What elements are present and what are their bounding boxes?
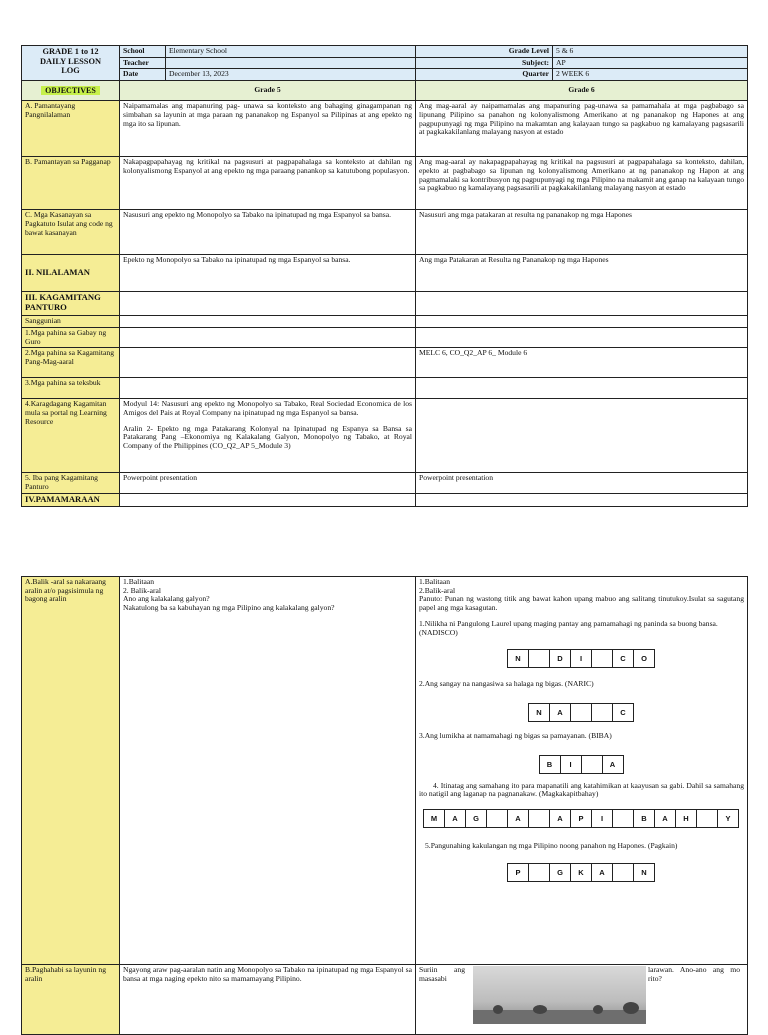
question-3: 3.Ang lumikha at namamahagi ng bigas sa pamayanan. (BIBA) [419, 731, 612, 741]
letter-box [528, 809, 550, 828]
pamantayang-pangnilalaman-g6: Ang mag-aaral ay naipamamalas ang mapanuring pag-unawa sa pamamahala at mga pagbabago sa lipunang Pilipino sa panahon ng kolonyalismong Amerikano at ng pananakop ng Hapones at ang pagpupunyagi ng mga Pilipino na makamtan ang kalayaan tungo sa pagkabuo ng kamalayang pagsasarili at pagkakakilanlang malayang nasyon at estado [416, 101, 748, 157]
nilalaman-g5: Epekto ng Monopolyo sa Tabako na ipinatupad ng mga Espanyol sa bansa. [120, 255, 416, 292]
letter-box: N [507, 649, 529, 668]
quarter-value: 2 WEEK 6 [556, 69, 590, 79]
date-label: Date [120, 69, 166, 81]
sanggunian-g6 [416, 316, 748, 328]
letter-box: B [633, 809, 655, 828]
letter-box [581, 755, 603, 774]
letter-box: C [612, 649, 634, 668]
pamamaraan-label: IV.PAMAMARAAN [22, 494, 120, 507]
historical-photo [473, 966, 646, 1024]
letter-box: A [654, 809, 676, 828]
gabay-ng-guro-g5 [120, 327, 416, 347]
letter-box [591, 703, 613, 722]
kagamitang-panturo-g5 [120, 292, 416, 316]
kagamitang-pang-mag-aaral-g6: MELC 6, CO_Q2_AP 6_ Module 6 [416, 348, 748, 378]
school-value: Elementary School [166, 46, 416, 58]
kasanayan-g5: Nasusuri ang epekto ng Monopolyo sa Tabako na ipinatupad ng mga Espanyol sa bansa. [120, 210, 416, 255]
gabay-ng-guro-g6 [416, 327, 748, 347]
kagamitang-panturo-label: III. KAGAMITANG PANTURO [22, 292, 120, 316]
nilalaman-label: II. NILALAMAN [22, 255, 120, 292]
iba-pang-kagamitan-label: 5. Iba pang Kagamitang Panturo [22, 473, 120, 494]
pamantayan-sa-pagganap-label: B. Pamantayan sa Pagganap [22, 157, 120, 210]
question-4: 4. Itinatag ang samahang ito para mapanatili ang katahimikan at kaayusan sa gabi. Dahil sa samahang ito natigil ang laganap na pagnanakaw. (Magkakapitbahay) [419, 780, 744, 799]
letter-box [528, 649, 550, 668]
pamantayan-sa-pagganap-g5: Nakapagpapahayag ng kritikal na pagsusuri at pagpapahalaga sa konteksto at dahilan ng kolonyalismong Espanyol at ang epekto ng mga paraang panankop sa katutubong populasyon. [120, 157, 416, 210]
subject-value: AP [556, 57, 566, 67]
letter-box: D [549, 649, 571, 668]
letter-box: A [507, 809, 529, 828]
letter-box [612, 863, 634, 882]
subject-label: Subject: [416, 58, 553, 69]
grade-level-cell [416, 46, 748, 58]
letter-box: I [560, 755, 582, 774]
word-boxes-2 [419, 703, 744, 722]
paghahabi-g5: Ngayong araw pag-aaralan natin ang Monopolyo sa Tabako na ipinatupad ng mga Espanyol sa bansa at mga naging epekto nito sa mamamayang Pilipino. [120, 965, 416, 1035]
letter-box: G [549, 863, 571, 882]
letter-box: O [633, 649, 655, 668]
letter-box: A [591, 863, 613, 882]
date-value: December 13, 2023 [166, 69, 416, 81]
letter-box: P [507, 863, 529, 882]
letter-box [486, 809, 508, 828]
letter-box: K [570, 863, 592, 882]
letter-box [696, 809, 718, 828]
paghahabi-g6-right: larawan. Ano-ano ang mo rito? [648, 965, 740, 983]
word-boxes-5 [419, 863, 744, 882]
letter-box: I [591, 809, 613, 828]
letter-box [570, 703, 592, 722]
panuto: Panuto: Punan ng wastong titik ang bawat kahon upang mabuo ang salitang tinutukoy.Isulat sa sagutang papel ang mga kasagutan. [419, 594, 744, 613]
karagdagang-kagamitan-label: 4.Karagdagang Kagamitan mula sa portal ng Learning Resource [22, 399, 120, 473]
letter-box: A [444, 809, 466, 828]
dll-title: GRADE 1 to 12 DAILY LESSON LOG [22, 46, 120, 81]
balik-aral-label: A.Balik -aral sa nakaraang aralin at/o pagsisimula ng bagong aralin [22, 577, 120, 965]
teacher-label: Teacher [120, 57, 166, 69]
letter-box: N [528, 703, 550, 722]
school-label: School [120, 46, 166, 58]
letter-box: B [539, 755, 561, 774]
pamamaraan-g6 [416, 494, 748, 507]
letter-box [591, 649, 613, 668]
balik-aral-g6: 1.Balitaan 2.Balik-aral Panuto: Punan ng wastong titik ang bawat kahon upang mabuo ang salitang tinutukoy.Isulat sa sagutang papel ang mga kasagutan. 1.Nilikha ni Pangulong Laurel upang maging pantay ang pamamahagi ng paninda sa buong bansa. (NADISCO) N D I C O 2.Ang sangay na nangasiwa sa halaga ng bigas. (NARIC) N A C 3.Ang lumikha at namamahagi ng bigas sa pamayanan. (BIBA) B I A 4. Itinatag ang samahang ito para mapanatili ang katahimikan at kaayusan sa gabi. Dahil sa samahang ito natigil ang laganap na pagnanakaw. (Magkakapitbahay) M A G A A P I B A H Y 5.Pangunahing kakulangan ng mga Pilipino noong panahon ng Hapones. (Pagkain) P G K A N [416, 577, 748, 965]
karagdagang-kagamitan-g6 [416, 399, 748, 473]
letter-box: A [602, 755, 624, 774]
kasanayan-label: C. Mga Kasanayan sa Pagkatuto Isulat ang code ng bawat kasanayan [22, 210, 120, 255]
question-5: 5.Pangunahing kakulangan ng mga Pilipino noong panahon ng Hapones. (Pagkain) [425, 841, 678, 851]
lesson-log-table [21, 45, 748, 507]
question-2: 2.Ang sangay na nangasiwa sa halaga ng bigas. (NARIC) [419, 679, 594, 689]
grade5-header: Grade 5 [120, 81, 416, 101]
quarter-label: Quarter [416, 69, 553, 80]
teacher-value [166, 57, 416, 69]
word-boxes-1 [419, 649, 744, 668]
iba-pang-kagamitan-g6: Powerpoint presentation [416, 473, 748, 494]
objectives-header: OBJECTIVES [22, 81, 120, 101]
letter-box: M [423, 809, 445, 828]
paghahabi-label: B.Paghahabi sa layunin ng aralin [22, 965, 120, 1035]
letter-box: Y [717, 809, 739, 828]
letter-box: P [570, 809, 592, 828]
paghahabi-g6-left: Suriin ang masasabi [419, 965, 465, 983]
pamantayan-sa-pagganap-g6: Ang mag-aaral ay nakapagpapahayag ng kritikal na pagsusuri at pagpapahalaga sa konteksto, dahilan, epekto at pagbabago sa lipunan ng kolonyalismong Amerikano at ng pananakop ng Hapon at ang pagmamalaki sa kontribusyon ng pagpupunyagi ng mga Pilipino na makamit ang ganap na kalayaan tungo sa pagkabuo ng kamalayang pagsasarili at pagkakakilanlang malayang nasyon at estado [416, 157, 748, 210]
letter-box: G [465, 809, 487, 828]
nilalaman-g6: Ang mga Patakaran at Resulta ng Pananakop ng mga Hapones [416, 255, 748, 292]
grade-level-value: 5 & 6 [556, 46, 574, 55]
letter-box: N [633, 863, 655, 882]
teksbuk-g5 [120, 378, 416, 399]
kagamitang-panturo-g6 [416, 292, 748, 316]
pamantayang-pangnilalaman-label: A. Pamantayang Pangnilalaman [22, 101, 120, 157]
quarter-cell [416, 69, 748, 81]
kasanayan-g6: Nasusuri ang mga patakaran at resulta ng pananakop ng mga Hapones [416, 210, 748, 255]
letter-box: C [612, 703, 634, 722]
iba-pang-kagamitan-g5: Powerpoint presentation [120, 473, 416, 494]
subject-cell [416, 57, 748, 69]
grade-level-label: Grade Level [416, 46, 553, 57]
teksbuk-g6 [416, 378, 748, 399]
letter-box: A [549, 703, 571, 722]
grade6-header: Grade 6 [416, 81, 748, 101]
question-1: 1.Nilikha ni Pangulong Laurel upang maging pantay ang pamamahagi ng paninda sa buong bansa. (NADISCO) [419, 618, 718, 637]
word-boxes-3 [419, 755, 744, 774]
letter-box: I [570, 649, 592, 668]
pamantayang-pangnilalaman-g5: Naipamamalas ang mapanuring pag- unawa sa konteksto ang bahaging ginagampanan ng simbahan sa layunin at mga paraan ng pananakop ng Espanyol sa Pilipinas at ang epekto ng mga ito sa lipunan. [120, 101, 416, 157]
word-boxes-4 [419, 809, 744, 828]
balik-aral-g5: 1.Balitaan 2. Balik-aral Ano ang kalakalang galyon? Nakatulong ba sa kabuhayan ng mga Pilipino ang kalakalang galyon? [120, 577, 416, 965]
sanggunian-g5 [120, 316, 416, 328]
gabay-ng-guro-label: 1.Mga pahina sa Gabay ng Guro [22, 327, 120, 347]
karagdagang-kagamitan-g5: Modyul 14: Nasusuri ang epekto ng Monopolyo sa Tabako, Real Sociedad Economica de los Amigos del Pais at Royal Company na ipinatupad ng mga Espanyol sa bansa. Aralin 2- Epekto ng mga Patakarang Kolonyal na Ipinatupad ng Espanya sa Bansa sa Patakarang Pang –Ekonomiya ng Kalakalang Galyon, Monopolyo ng Tabako, at Royal Company of the Philippines (CO_Q2_AP 5_Module 3) [120, 399, 416, 473]
pamamaraan-g5 [120, 494, 416, 507]
sanggunian-label: Sanggunian [22, 316, 120, 328]
letter-box [528, 863, 550, 882]
letter-box: H [675, 809, 697, 828]
kagamitang-pang-mag-aaral-g5 [120, 348, 416, 378]
teksbuk-label: 3.Mga pahina sa teksbuk [22, 378, 120, 399]
kagamitang-pang-mag-aaral-label: 2.Mga pahina sa Kagamitang Pang-Mag-aaral [22, 348, 120, 378]
letter-box: A [549, 809, 571, 828]
letter-box [612, 809, 634, 828]
